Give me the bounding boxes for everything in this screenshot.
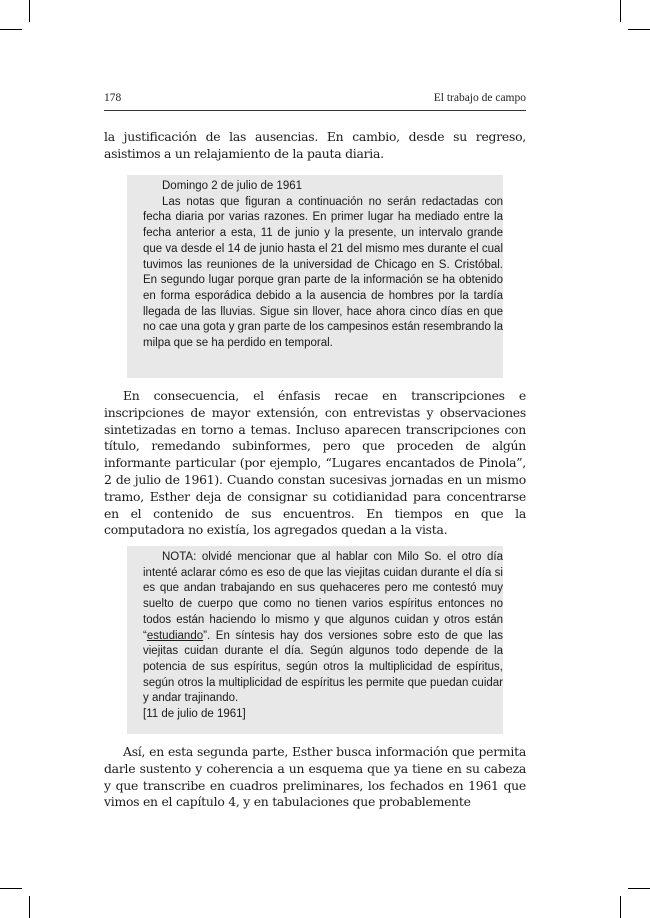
crop-mark (620, 0, 621, 22)
crop-mark (628, 29, 650, 30)
crop-mark (0, 888, 22, 889)
quote-heading: Domingo 2 de julio de 1961 (162, 180, 303, 192)
quote-text-before: NOTA: olvidé mencionar que al hablar con Milo So. el otro día intenté aclarar cómo es eso de que las viejitas cuidan durante el día si es que andan trabajando en sus quehaceres pero me contestó muy suelto de cuerpo que como no tienen varios espíritus entonces no todos están haciendo lo mismo y que algunos cuidan y otros están “ (143, 551, 503, 642)
crop-mark (29, 896, 30, 918)
paragraph-3: Así, en esta segunda parte, Esther busca información que permita darle sustento y coherencia a un esquema que ya tiene en su cabeza y que transcribe en cuadros preliminares, los fechados en 1961 que vimos en el capítulo 4, y en tabulaciones que probablemente (104, 744, 526, 810)
underlined-word: estudiando (146, 629, 204, 642)
page-number: 178 (104, 92, 122, 104)
running-title: El trabajo de campo (433, 92, 526, 104)
crop-mark (29, 0, 30, 22)
quote-date: [11 de julio de 1961] (143, 708, 246, 721)
quote-body (143, 550, 503, 707)
field-note-quote-1 (127, 175, 503, 378)
paragraph-2: En consecuencia, el énfasis recae en transcripciones e inscripciones de mayor extensión, con entrevistas y observaciones sintetizadas en torno a temas. Incluso aparecen transcripciones con título, remedando subinformes, pero que proceden de algún informante particular (por ejemplo, “Lugares encantados de Pinola”, 2 de julio de 1961). Cuando constan sucesivas jornadas en un mismo tramo, Esther deja de consignar su cotidianidad para concentrarse en el contenido de sus encuentros. En tiempos en que la computadora no existía, los agregados quedan a la vista. (104, 388, 526, 538)
quote-text-after: ”. En síntesis hay dos versiones sobre esto de que las viejitas cuidan durante el día. Según algunos todo depende de la potencia de sus espíritus, según otros la multiplicidad de espíritus, según otros la multiplicidad de espíritus les permite que puedan cuidar y andar trajinando. (143, 629, 503, 705)
crop-mark (628, 888, 650, 889)
field-note-quote-2 (127, 546, 503, 734)
quote-body: Las notas que figuran a continuación no serán redactadas con fecha diaria por varias razones. En primer lugar ha mediado entre la fecha anterior a esta, 11 de junio y la presente, un intervalo grande que va desde el 14 de junio hasta el 21 del mismo mes durante el cual tuvimos las reuniones de la universidad de Chicago en S. Cristóbal. En segundo lugar porque gran parte de la información se ha obtenido en forma esporádica debido a la ausencia de hombres por la tardía llegada de las lluvias. Sigue sin llover, hace ahora cinco días en que no cae una gota y gran parte de los campesinos están resembrando la milpa que se ha perdido en temporal. (143, 195, 503, 350)
page-header (104, 90, 526, 111)
paragraph-1: la justificación de las ausencias. En cambio, desde su regreso, asistimos a un relajamiento de la pauta diaria. (104, 129, 526, 161)
crop-mark (620, 896, 621, 918)
crop-mark (0, 29, 22, 30)
